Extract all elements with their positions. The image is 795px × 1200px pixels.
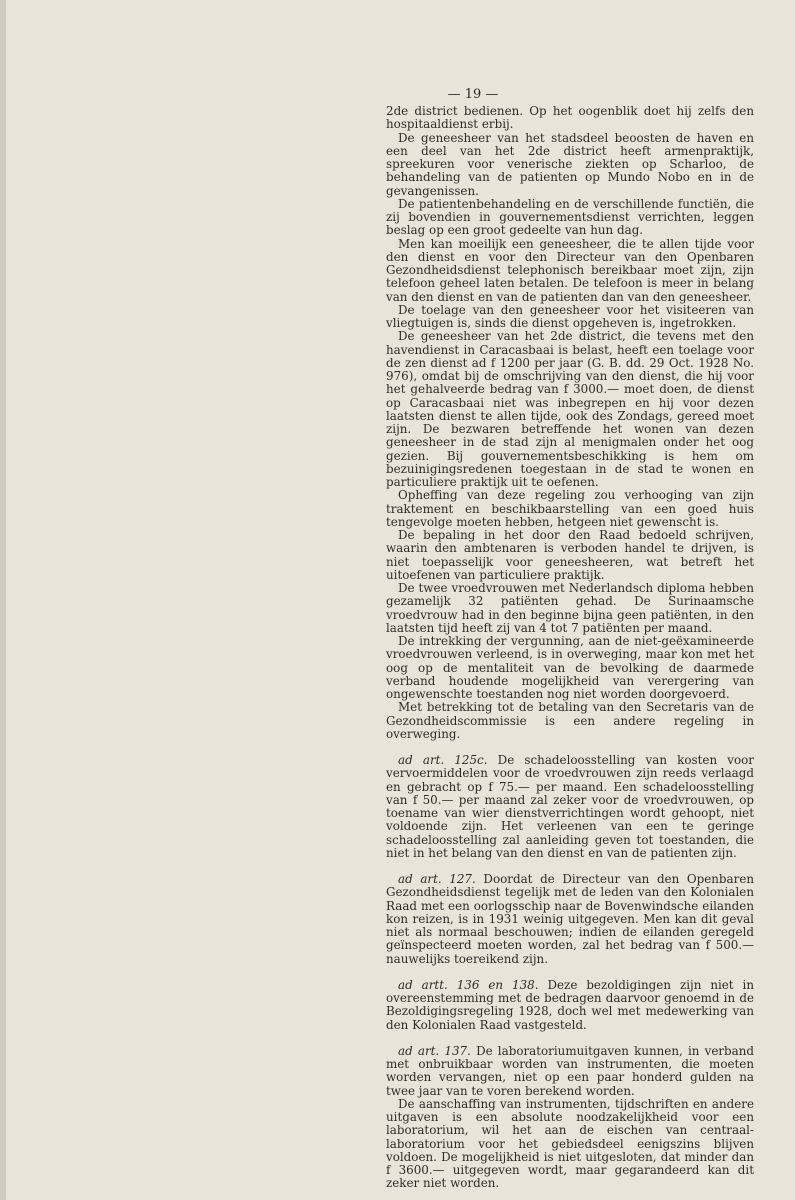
paragraph: De patientenbehandeling en de verschillende functiën, die zij bovendien in gouvernementsdienst verrichten, leggen beslag op een groot gedeelte van hun dag. — [386, 196, 754, 238]
article-reference: ad artt. 136 en 138. — [398, 977, 539, 992]
article-paragraph: ad art. 127. Doordat de Directeur van den Openbaren Gezondheidsdienst tegelijk met de leden van den Kolonialen Raad met een oorlogsschip naar de Bovenwindsche eilanden kon reizen, is in 1931 weinig uitgegeven. Men kan dit geval niet als normaal beschouwen; indien de eilanden geregeld geïnspecteerd moeten worden, zal het bedrag van f 500.— nauwelijks toereikend zijn. — [386, 872, 755, 966]
paragraph: De geneesheer van het 2de district, die tevens met den havendienst in Caracasbaai is belast, heeft een toelage voor de zen dienst ad f 1200 per jaar (G. B. dd. 29 Oct. 1928 No. 976), omdat bij de omschrijving van den dienst, die hij voor het gehalveerde bedrag van f 3000.— moet doen, de dienst op Caracasbaai niet was inbegrepen en hij voor dezen laatsten dienst te allen tijde, ook des Zondags, gereed moet zijn. De bezwaren betreffende het wonen van dezen geneesheer in de stad zijn al menigmalen onder het oog gezien. Bij gouvernementsbeschikking is hem om bezuinigingsredenen toegestaan in de stad te wonen en particuliere praktijk uit te oefenen. — [386, 329, 754, 489]
paragraph: Men kan moeilijk een geneesheer, die te allen tijde voor den dienst en voor den Directeur van den Openbaren Gezondheidsdienst telephonisch bereikbaar moet zijn, zijn telefoon geheel laten betalen. De telefoon is meer in belang van den dienst en van de patienten dan van den geneesheer. — [386, 236, 754, 304]
article-reference: ad art. 137. — [398, 1043, 471, 1058]
paragraph: De geneesheer van het stadsdeel beoosten de haven en een deel van het 2de district heeft armenpraktijk, spreekuren voor venerische ziekten op Scharloo, de behandeling van de patienten op Mundo Nobo en in de gevangenissen. — [386, 130, 754, 198]
paragraph: De aanschaffing van instrumenten, tijdschriften en andere uitgaven is een absolute noodzakelijkheid voor een laboratorium, wil het aan de eischen van centraal-laboratorium voor het gebiedsdeel eenigszins blijven voldoen. De mogelijkheid is niet uitgesloten, dat minder dan f 3600.— uitgegeven wordt, maar gegarandeerd kan dit zeker niet worden. — [386, 1096, 754, 1191]
page-edge — [0, 0, 6, 1200]
article-paragraph: ad artt. 136 en 138. Deze bezoldigingen zijn niet in overeenstemming met de bedragen daarvoor genoemd in de Bezoldigingsregeling 1928, doch wel met medewerking van den Kolonialen Raad vastgesteld. — [386, 977, 755, 1032]
page-number: — 19 — — [447, 87, 499, 102]
body-text — [386, 105, 754, 1191]
paragraph: De twee vroedvrouwen met Nederlandsch diploma hebben gezamelijk 32 patiënten gehad. De Surinaamsche vroedvrouw had in den beginne bijna geen patiënten, in den laatsten tijd heeft zij van 4 tot 7 patiënten per maand. — [386, 581, 754, 635]
article-paragraph: ad art. 137. De laboratoriumuitgaven kunnen, in verband met onbruikbaar worden van instrumenten, die moeten worden vervangen, niet op een paar honderd gulden na twee jaar van te voren berekend worden. — [386, 1043, 755, 1098]
paragraph: 2de district bedienen. Op het oogenblik doet hij zelfs den hospitaaldienst erbij. — [386, 104, 754, 132]
article-reference: ad art. 125c. — [398, 753, 488, 767]
paragraph: De bepaling in het door den Raad bedoeld schrijven, waarin den ambtenaren is verboden handel te drijven, is niet toepasselijk voor geneesheeren, wat betreft het uitoefenen van particuliere praktijk. — [386, 528, 754, 582]
paragraph: De intrekking der vergunning, aan de niet-geëxamineerde vroedvrouwen verleend, is in overweging, maar kon met het oog op de mentaliteit van de bevolking de daarmede verband houdende mogelijkheid van verergering van ongewenschte toestanden nog niet worden doorgevoerd. — [386, 634, 754, 701]
paragraph: Opheffing van deze regeling zou verhooging van zijn traktement en beschikbaarstelling van een goed huis tengevolge moeten hebben, hetgeen niet gewenscht is. — [386, 488, 754, 529]
article-paragraph: ad art. 125c. De schadeloosstelling van kosten voor vervoermiddelen voor de vroedvrouwen zijn reeds verlaagd en gebracht op f 75.— per maand. Een schadeloosstelling van f 50.— per maand zal zeker voor de vroedvrouwen, op toename van wier dienstverrichtingen wordt gehoopt, niet voldoende zijn. Het verleenen van een te geringe schadeloosstelling zal aanleiding geven tot toestanden, die niet in het belang van den dienst en van de patienten zijn. — [386, 753, 754, 860]
article-reference: ad art. 127. — [398, 872, 476, 886]
paragraph: De toelage van den geneesheer voor het visiteeren van vliegtuigen is, sinds die dienst opgeheven is, ingetrokken. — [386, 302, 754, 330]
paragraph: Met betrekking tot de betaling van den Secretaris van de Gezondheidscommissie is een andere regeling in overweging. — [386, 700, 754, 741]
